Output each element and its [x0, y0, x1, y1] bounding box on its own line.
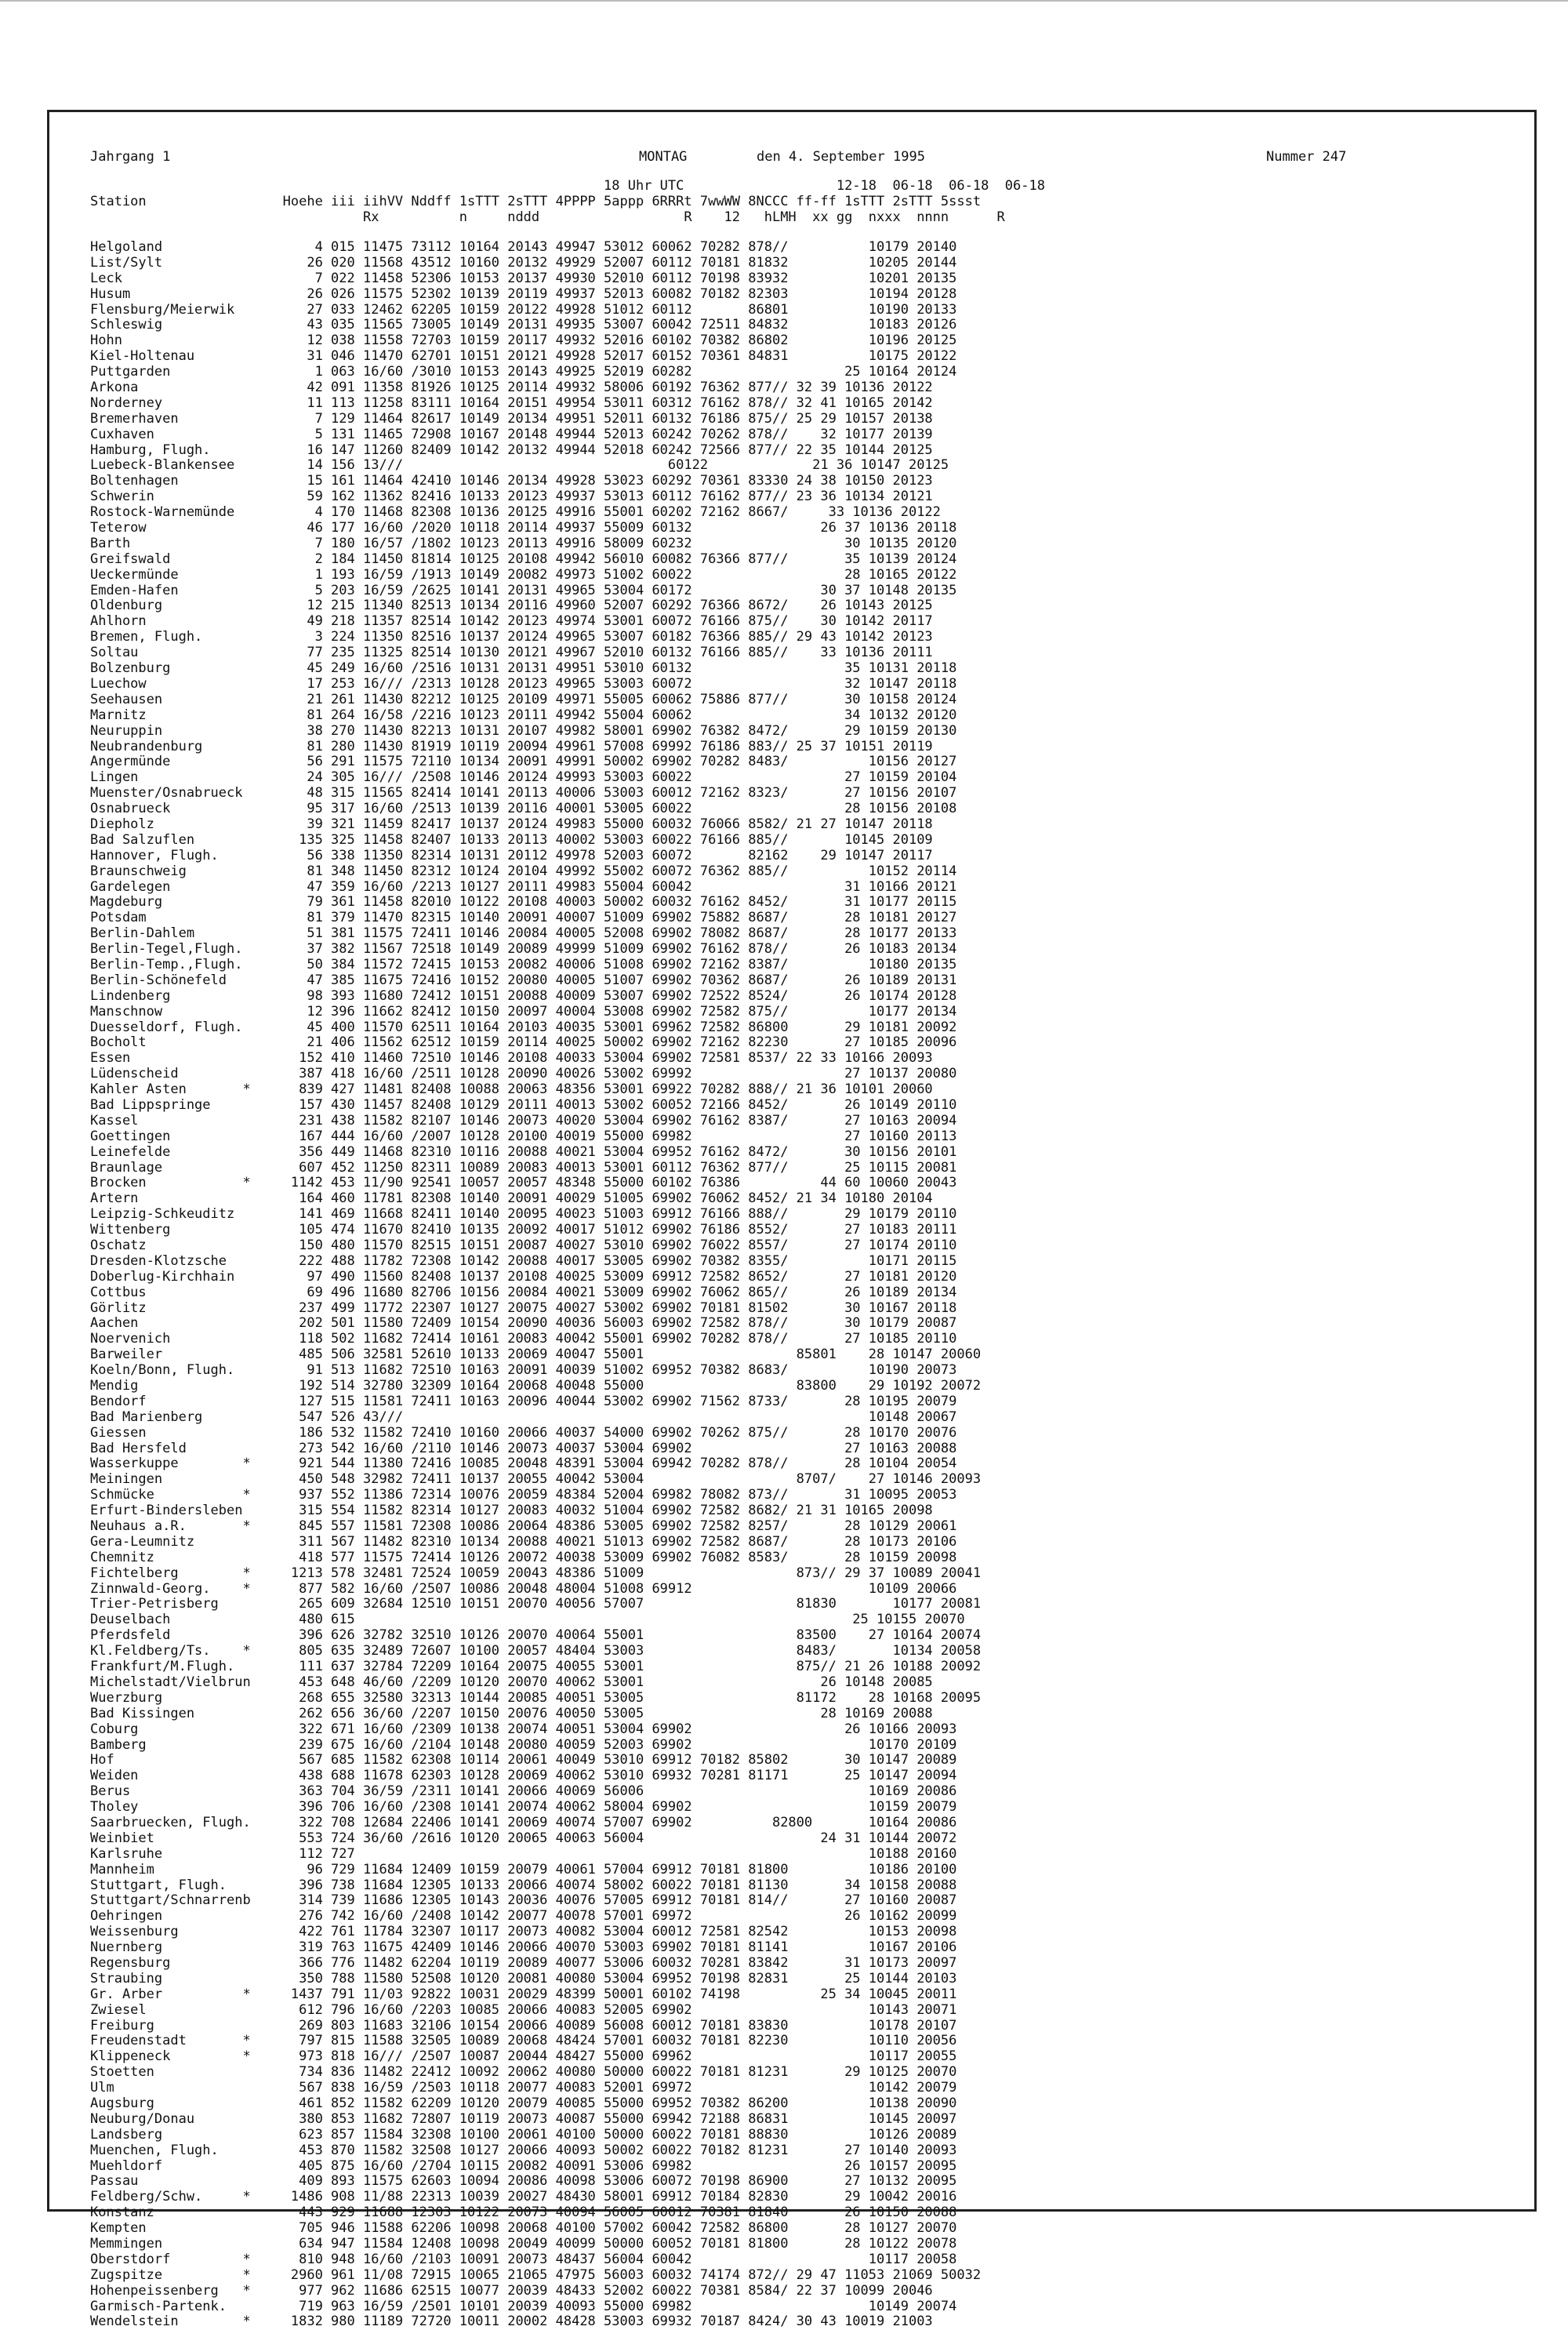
station-row: Trier-Petrisberg 265 609 32684 12510 10151 20070 40056 57007 81830 10177 20081: [90, 1596, 982, 1612]
station-row: Konstanz 443 929 11688 12303 10122 20073 40094 56005 60012 70381 81840 26 10150 20088: [90, 2205, 957, 2221]
station-row: Braunlage 607 452 11250 82311 10089 20083 40013 53001 60112 76362 877// 25 10115 20081: [90, 1159, 957, 1176]
station-row: Wittenberg 105 474 11670 82410 10135 20092 40017 51012 69902 76186 8552/ 27 10183 20111: [90, 1222, 957, 1238]
station-row: Berlin-Schönefeld 47 385 11675 72416 10152 20080 40005 51007 69902 70362 8687/ 26 10189 20131: [90, 972, 957, 988]
station-row: Tholey 396 706 16/60 /2308 10141 20074 40062 58004 69902 10159 20079: [90, 1799, 957, 1816]
station-row: Mendig 192 514 32780 32309 10164 20068 40048 55000 83800 29 10192 20072: [90, 1378, 982, 1394]
station-row: Husum 26 026 11575 52302 10139 20119 49937 52013 60082 70182 82303 10194 20128: [90, 285, 957, 302]
station-row: Puttgarden 1 063 16/60 /3010 10153 20143 49925 52019 60282 25 10164 20124: [90, 364, 957, 380]
station-row: Potsdam 81 379 11470 82315 10140 20091 40007 51009 69902 75882 8687/ 28 10181 20127: [90, 910, 957, 926]
station-row: Seehausen 21 261 11430 82212 10125 20109 49971 55005 60062 75886 877// 30 10158 20124: [90, 691, 957, 707]
station-row: Gera-Leumnitz 311 567 11482 82310 10134 20088 40021 51013 69902 72582 8687/ 28 10173 20106: [90, 1533, 957, 1550]
station-row: Kiel-Holtenau 31 046 11470 62701 10151 20121 49928 52017 60152 70361 84831 10175 20122: [90, 348, 957, 365]
station-row: Cottbus 69 496 11680 82706 10156 20084 40021 53009 69902 76062 865// 26 10189 20134: [90, 1284, 957, 1300]
station-row: Stuttgart, Flugh. 396 738 11684 12305 10133 20066 40074 58002 60022 70181 81130 34 10158 20088: [90, 1877, 957, 1893]
station-row: Meiningen 450 548 32982 72411 10137 20055 40042 53004 8707/ 27 10146 20093: [90, 1471, 982, 1488]
station-row: Lindenberg 98 393 11680 72412 10151 20088 40009 53007 69902 72522 8524/ 26 10174 20128: [90, 987, 957, 1004]
station-row: Nuernberg 319 763 11675 42409 10146 20066 40070 53003 69902 70181 81141 10167 20106: [90, 1939, 957, 1956]
station-row: Muenchen, Flugh. 453 870 11582 32508 10127 20066 40093 50002 60022 70182 81231 27 10140 20093: [90, 2142, 957, 2158]
station-row: Bad Marienberg 547 526 43/// 10148 20067: [90, 1409, 957, 1425]
station-row: Weinbiet 553 724 36/60 /2616 10120 20065 40063 56004 24 31 10144 20072: [90, 1830, 957, 1846]
station-row: Leipzig-Schkeuditz 141 469 11668 82411 10140 20095 40023 51003 69912 76166 888// 29 10179 20110: [90, 1206, 957, 1223]
station-row: Freiburg 269 803 11683 32106 10154 20066 40089 56008 60012 70181 83830 10178 20107: [90, 2017, 957, 2034]
station-row: Hohn 12 038 11558 72703 10159 20117 49932 52016 60102 70382 86802 10196 20125: [90, 333, 957, 349]
station-row: Bremen, Flugh. 3 224 11350 82516 10137 20124 49965 53007 60182 76366 885// 29 43 10142 20123: [90, 629, 933, 645]
station-row: Zugspitze * 2960 961 11/08 72915 10065 21065 47975 56003 60032 74174 872// 29 47 11053 21069 50032: [90, 2266, 982, 2283]
station-row: Essen 152 410 11460 72510 10146 20108 40033 53004 69902 72581 8537/ 22 33 10166 20093: [90, 1050, 933, 1067]
station-row: Neuhaus a.R. * 845 557 11581 72308 10086 20064 48386 53005 69902 72582 8257/ 28 10129 20061: [90, 1518, 957, 1535]
station-row: Oberstdorf * 810 948 16/60 /2103 10091 20073 48437 56004 60042 10117 20058: [90, 2251, 957, 2267]
station-row: Coburg 322 671 16/60 /2309 10138 20074 40051 53004 69902 26 10166 20093: [90, 1721, 957, 1737]
station-row: Leck 7 022 11458 52306 10153 20137 49930 52010 60112 70198 83932 10201 20135: [90, 270, 957, 286]
station-row: Hohenpeissenberg * 977 962 11686 62515 10077 20039 48433 52002 60022 70381 8584/ 22 37 10099 20046: [90, 2282, 933, 2299]
station-row: Kl.Feldberg/Ts. * 805 635 32489 72607 10100 20057 48404 53003 8483/ 10134 20058: [90, 1643, 982, 1659]
station-row: Augsburg 461 852 11582 62209 10120 20079 40085 55000 69952 70382 86200 10138 20090: [90, 2095, 957, 2111]
station-row: Görlitz 237 499 11772 22307 10127 20075 40027 53002 69902 70181 81502 30 10167 20118: [90, 1299, 957, 1316]
station-row: Kassel 231 438 11582 82107 10146 20073 40020 53004 69902 76162 8387/ 27 10163 20094: [90, 1112, 957, 1129]
station-row: Passau 409 893 11575 62603 10094 20086 40098 53006 60072 70198 86900 27 10132 20095: [90, 2173, 957, 2190]
station-row: Gr. Arber * 1437 791 11/03 92822 10031 20029 48399 50001 60102 74198 25 34 10045 20011: [90, 1986, 957, 2002]
station-row: Michelstadt/Vielbrun 453 648 46/60 /2209 10120 20070 40062 53001 26 10148 20085: [90, 1674, 933, 1690]
station-row: Diepholz 39 321 11459 82417 10137 20124 49983 55000 60032 76066 8582/ 21 27 10147 20118: [90, 816, 933, 832]
station-row: Stuttgart/Schnarrenb 314 739 11686 12305 10143 20036 40076 57005 69912 70181 814// 27 10160 20087: [90, 1892, 957, 1909]
station-row: Muenster/Osnabrueck 48 315 11565 82414 10141 20113 40006 53003 60012 72162 8323/ 27 10156 20107: [90, 785, 957, 802]
station-row: Muehldorf 405 875 16/60 /2704 10115 20082 40091 53006 69982 26 10157 20095: [90, 2157, 957, 2174]
station-row: Barth 7 180 16/57 /1802 10123 20113 49916 58009 60232 30 10135 20120: [90, 535, 957, 551]
column-header-line: Station Hoehe iii iihVV Nddff 1sTTT 2sTTT 4PPPP 5appp 6RRRt 7wwWW 8NCCC ff-ff 1sTTT 2sTTT 5ssst: [90, 193, 982, 209]
station-row: Karlsruhe 112 727 10188 20160: [90, 1845, 957, 1862]
station-row: Bamberg 239 675 16/60 /2104 10148 20080 40059 52003 69902 10170 20109: [90, 1736, 957, 1753]
station-row: Freudenstadt * 797 815 11588 32505 10089 20068 48424 57001 60032 70181 82230 10110 20056: [90, 2033, 957, 2049]
station-row: Berus 363 704 36/59 /2311 10141 20066 40069 56006 10169 20086: [90, 1783, 957, 1800]
station-row: Lüdenscheid 387 418 16/60 /2511 10128 20090 40026 53002 69992 27 10137 20080: [90, 1066, 957, 1082]
station-row: Oehringen 276 742 16/60 /2408 10142 20077 40078 57001 69972 26 10162 20099: [90, 1908, 957, 1925]
station-row: Landsberg 623 857 11584 32308 10100 20061 40100 50000 60022 70181 88830 10126 20089: [90, 2126, 957, 2143]
station-row: Aachen 202 501 11580 72409 10154 20090 40036 56003 69902 72582 878// 30 10179 20087: [90, 1315, 957, 1332]
station-row: Feldberg/Schw. * 1486 908 11/88 22313 10039 20027 48430 58001 69912 70184 82830 29 10042 20016: [90, 2189, 957, 2205]
station-row: Deuselbach 480 615 25 10155 20070: [90, 1612, 965, 1628]
station-row: Straubing 350 788 11580 52508 10120 20081 40080 53004 69952 70198 82831 25 10144 20103: [90, 1970, 957, 1986]
station-row: Brocken * 1142 453 11/90 92541 10057 20057 48348 55000 60102 76386 44 60 10060 20043: [90, 1175, 957, 1191]
station-row: Wasserkuppe * 921 544 11380 72416 10085 20048 48391 53004 69942 70282 878// 28 10104 20054: [90, 1456, 957, 1472]
weekday-label: MONTAG: [639, 149, 688, 165]
station-row: Rostock-Warnemünde 4 170 11468 82308 10136 20125 49916 55001 60202 72162 8667/ 33 10136 20122: [90, 504, 941, 521]
station-row: Wuerzburg 268 655 32580 32313 10144 20085 40051 53005 81172 28 10168 20095: [90, 1689, 982, 1706]
station-row: Pferdsfeld 396 626 32782 32510 10126 20070 40064 55001 83500 27 10164 20074: [90, 1627, 982, 1644]
station-row: Hof 567 685 11582 62308 10114 20061 40049 53010 69912 70182 85802 30 10147 20089: [90, 1752, 957, 1768]
station-row: Weiden 438 688 11678 62303 10128 20069 40062 53010 69932 70281 81171 25 10147 20094: [90, 1768, 957, 1784]
station-row: Manschnow 12 396 11662 82412 10150 20097 40004 53008 69902 72582 875// 10177 20134: [90, 1003, 957, 1020]
station-row: Osnabrueck 95 317 16/60 /2513 10139 20116 40001 53005 60022 28 10156 20108: [90, 801, 957, 817]
station-row: Schleswig 43 035 11565 73005 10149 20131 49935 53007 60042 72511 84832 10183 20126: [90, 317, 957, 333]
station-row: Luechow 17 253 16/// /2313 10128 20123 49965 53003 60072 32 10147 20118: [90, 675, 957, 692]
column-header-line: Rx n nddd R 12 hLMH xx gg nxxx nnnn R: [90, 209, 1005, 225]
station-row: Bad Kissingen 262 656 36/60 /2207 10150 20076 40050 53005 28 10169 20088: [90, 1705, 933, 1721]
station-row: Braunschweig 81 348 11450 82312 10124 20104 49992 55002 60072 76362 885// 10152 20114: [90, 863, 957, 879]
station-row: Bad Salzuflen 135 325 11458 82407 10133 20113 40002 53003 60022 76166 885// 10145 20109: [90, 831, 933, 848]
station-row: Soltau 77 235 11325 82514 10130 20121 49967 52010 60132 76166 885// 33 10136 20111: [90, 645, 933, 661]
issue-number: Nummer 247: [1266, 149, 1347, 165]
station-row: Ueckermünde 1 193 16/59 /1913 10149 20082 49973 51002 60022 28 10165 20122: [90, 566, 957, 583]
station-row: Kahler Asten * 839 427 11481 82408 10088 20063 48356 53001 69922 70282 888// 21 36 10101 20060: [90, 1081, 933, 1098]
column-header: [90, 179, 1045, 226]
station-row: Garmisch-Partenk. 719 963 16/59 /2501 10101 20039 40093 55000 69982 10149 20074: [90, 2298, 957, 2314]
station-row: Kempten 705 946 11588 62206 10098 20068 40100 57002 60042 72582 86800 28 10127 20070: [90, 2220, 957, 2237]
station-row: Duesseldorf, Flugh. 45 400 11570 62511 10164 20103 40035 53001 69962 72582 86800 29 10181 20092: [90, 1019, 957, 1035]
station-row: Boltenhagen 15 161 11464 42410 10146 20134 49928 53023 60292 70361 83330 24 38 10150 20123: [90, 473, 933, 489]
station-row: Mannheim 96 729 11684 12409 10159 20079 40061 57004 69912 70181 81800 10186 20100: [90, 1861, 957, 1877]
station-row: Helgoland 4 015 11475 73112 10164 20143 49947 53012 60062 70282 878// 10179 20140: [90, 239, 957, 255]
station-row: Leinefelde 356 449 11468 82310 10116 20088 40021 53004 69952 76162 8472/ 30 10156 20101: [90, 1143, 957, 1160]
station-row: Noervenich 118 502 11682 72414 10161 20083 40042 55001 69902 70282 878// 27 10185 20110: [90, 1331, 957, 1347]
station-row: Marnitz 81 264 16/58 /2216 10123 20111 49942 55004 60062 34 10132 20120: [90, 707, 957, 723]
station-row: Giessen 186 532 11582 72410 10160 20066 40037 54000 69902 70262 875// 28 10170 20076: [90, 1424, 957, 1441]
station-row: Fichtelberg * 1213 578 32481 72524 10059 20043 48386 51009 873// 29 37 10089 20041: [90, 1565, 982, 1581]
station-row: Koeln/Bonn, Flugh. 91 513 11682 72510 10163 20091 40039 51002 69952 70382 8683/ 10190 20073: [90, 1362, 957, 1379]
station-row: Greifswald 2 184 11450 81814 10125 20108 49942 56010 60082 76366 877// 35 10139 20124: [90, 551, 957, 567]
station-row: Artern 164 460 11781 82308 10140 20091 40029 51005 69902 76062 8452/ 21 34 10180 20104: [90, 1190, 933, 1207]
station-row: Bolzenburg 45 249 16/60 /2516 10131 20131 49951 53010 60132 35 10131 20118: [90, 660, 957, 677]
station-row: Chemnitz 418 577 11575 72414 10126 20072 40038 53009 69902 76082 8583/ 28 10159 20098: [90, 1549, 957, 1565]
station-row: Stoetten 734 836 11482 22412 10092 20062 40080 50000 60022 70181 81231 29 10125 20070: [90, 2064, 957, 2081]
station-row: Hannover, Flugh. 56 338 11350 82314 10131 20112 49978 52003 60072 82162 29 10147 20117: [90, 847, 933, 863]
station-row: Regensburg 366 776 11482 62204 10119 20089 40077 53006 60032 70281 83842 31 10173 20097: [90, 1954, 957, 1971]
station-row: Teterow 46 177 16/60 /2020 10118 20114 49937 55009 60132 26 37 10136 20118: [90, 520, 957, 536]
station-row: Bad Lippspringe 157 430 11457 82408 10129 20111 40013 53002 60052 72166 8452/ 26 10149 20110: [90, 1096, 957, 1113]
date-label: den 4. September 1995: [757, 149, 925, 165]
column-header-line: 18 Uhr UTC 12-18 06-18 06-18 06-18: [90, 178, 1045, 194]
station-row: Memmingen 634 947 11584 12408 10098 20049 40099 50000 60052 70181 81800 28 10122 20078: [90, 2236, 957, 2252]
station-row: List/Sylt 26 020 11568 43512 10160 20132 49929 52007 60112 70181 81832 10205 20144: [90, 254, 957, 271]
top-rule: [0, 0, 1568, 2]
jahrgang-label: Jahrgang 1: [90, 149, 171, 165]
station-row: Ahlhorn 49 218 11357 82514 10142 20123 49974 53001 60072 76166 875// 30 10142 20117: [90, 613, 933, 630]
station-row: Arkona 42 091 11358 81926 10125 20114 49932 58006 60192 76362 877// 32 39 10136 20122: [90, 380, 933, 396]
station-row: Wendelstein * 1832 980 11189 72720 10011 20002 48428 53003 69932 70187 8424/ 30 43 10019 21003: [90, 2314, 933, 2330]
station-row: Berlin-Tegel,Flugh. 37 382 11567 72518 10149 20089 49999 51009 69902 76162 878// 26 10183 20134: [90, 941, 957, 958]
station-row: Hamburg, Flugh. 16 147 11260 82409 10142 20132 49944 52018 60242 72566 877// 22 35 10144 20125: [90, 442, 933, 458]
station-row: Barweiler 485 506 32581 52610 10133 20069 40047 55001 85801 28 10147 20060: [90, 1347, 982, 1363]
station-row: Frankfurt/M.Flugh. 111 637 32784 72209 10164 20075 40055 53001 875// 21 26 10188 20092: [90, 1659, 982, 1675]
station-table: [90, 240, 981, 2330]
station-row: Bad Hersfeld 273 542 16/60 /2110 10146 20073 40037 53004 69902 27 10163 20088: [90, 1440, 957, 1456]
station-row: Weissenburg 422 761 11784 32307 10117 20073 40082 53004 60012 72581 82542 10153 20098: [90, 1924, 957, 1940]
station-row: Ulm 567 838 16/59 /2503 10118 20077 40083 52001 69972 10142 20079: [90, 2080, 957, 2096]
station-row: Bocholt 21 406 11562 62512 10159 20114 40025 50002 69902 72162 82230 27 10185 20096: [90, 1034, 957, 1051]
station-row: Doberlug-Kirchhain 97 490 11560 82408 10137 20108 40025 53009 69912 72582 8652/ 27 10181 20120: [90, 1268, 957, 1285]
station-row: Bendorf 127 515 11581 72411 10163 20096 40044 53002 69902 71562 8733/ 28 10195 20079: [90, 1393, 957, 1409]
station-row: Klippeneck * 973 818 16/// /2507 10087 20044 48427 55000 69962 10117 20055: [90, 2048, 957, 2065]
station-row: Norderney 11 113 11258 83111 10164 20151 49954 53011 60312 76162 878// 32 41 10165 20142: [90, 394, 933, 411]
station-row: Saarbruecken, Flugh. 322 708 12684 22406 10141 20069 40074 57007 69902 82800 10164 20086: [90, 1814, 957, 1830]
station-row: Zinnwald-Georg. * 877 582 16/60 /2507 10086 20048 48004 51008 69912 10109 20066: [90, 1580, 957, 1597]
station-row: Neuruppin 38 270 11430 82213 10131 20107 49982 58001 69902 76382 8472/ 29 10159 20130: [90, 722, 957, 739]
station-row: Lingen 24 305 16/// /2508 10146 20124 49993 53003 60022 27 10159 20104: [90, 769, 957, 786]
station-row: Berlin-Dahlem 51 381 11575 72411 10146 20084 40005 52008 69902 78082 8687/ 28 10177 20133: [90, 925, 957, 942]
station-row: Emden-Hafen 5 203 16/59 /2625 10141 20131 49965 53004 60172 30 37 10148 20135: [90, 582, 957, 598]
station-row: Dresden-Klotzsche 222 488 11782 72308 10142 20088 40017 53005 69902 70382 8355/ 10171 20115: [90, 1252, 957, 1269]
station-row: Zwiesel 612 796 16/60 /2203 10085 20066 40083 52005 69902 10143 20071: [90, 2001, 957, 2018]
station-row: Neuburg/Donau 380 853 11682 72807 10119 20073 40087 55000 69942 72188 86831 10145 20097: [90, 2110, 957, 2127]
station-row: Cuxhaven 5 131 11465 72908 10167 20148 49944 52013 60242 70262 878// 32 10177 20139: [90, 426, 933, 442]
station-row: Erfurt-Bindersleben 315 554 11582 82314 10127 20083 40032 51004 69902 72582 8682/ 21 31 10165 20098: [90, 1503, 933, 1519]
station-row: Angermünde 56 291 11575 72110 10134 20091 49991 50002 69902 70282 8483/ 10156 20127: [90, 754, 957, 770]
station-row: Flensburg/Meierwik 27 033 12462 62205 10159 20122 49928 51012 60112 86801 10190 20133: [90, 301, 957, 318]
station-row: Bremerhaven 7 129 11464 82617 10149 20134 49951 52011 60132 76186 875// 25 29 10157 20138: [90, 410, 933, 427]
station-row: Luebeck-Blankensee 14 156 13/// 60122 21 36 10147 20125: [90, 457, 949, 474]
station-row: Schwerin 59 162 11362 82416 10133 20123 49937 53013 60112 76162 877// 23 36 10134 20121: [90, 489, 933, 505]
station-row: Berlin-Temp.,Flugh. 50 384 11572 72415 10153 20082 40006 51008 69902 72162 8387/ 10180 20135: [90, 956, 957, 972]
station-row: Oschatz 150 480 11570 82515 10151 20087 40027 53010 69902 76022 8557/ 27 10174 20110: [90, 1238, 957, 1253]
station-row: Gardelegen 47 359 16/60 /2213 10127 20111 49983 55004 60042 31 10166 20121: [90, 878, 957, 895]
station-row: Neubrandenburg 81 280 11430 81919 10119 20094 49961 57008 69992 76186 883// 25 37 10151 20119: [90, 738, 933, 754]
station-row: Oldenburg 12 215 11340 82513 10134 20116 49960 52007 60292 76366 8672/ 26 10143 20125: [90, 598, 933, 614]
station-row: Magdeburg 79 361 11458 82010 10122 20108 40003 50002 60032 76162 8452/ 31 10177 20115: [90, 894, 957, 911]
station-row: Schmücke * 937 552 11386 72314 10076 20059 48384 52004 69982 78082 873// 31 10095 20053: [90, 1487, 957, 1503]
station-row: Goettingen 167 444 16/60 /2007 10128 20100 40019 55000 69982 27 10160 20113: [90, 1128, 957, 1144]
